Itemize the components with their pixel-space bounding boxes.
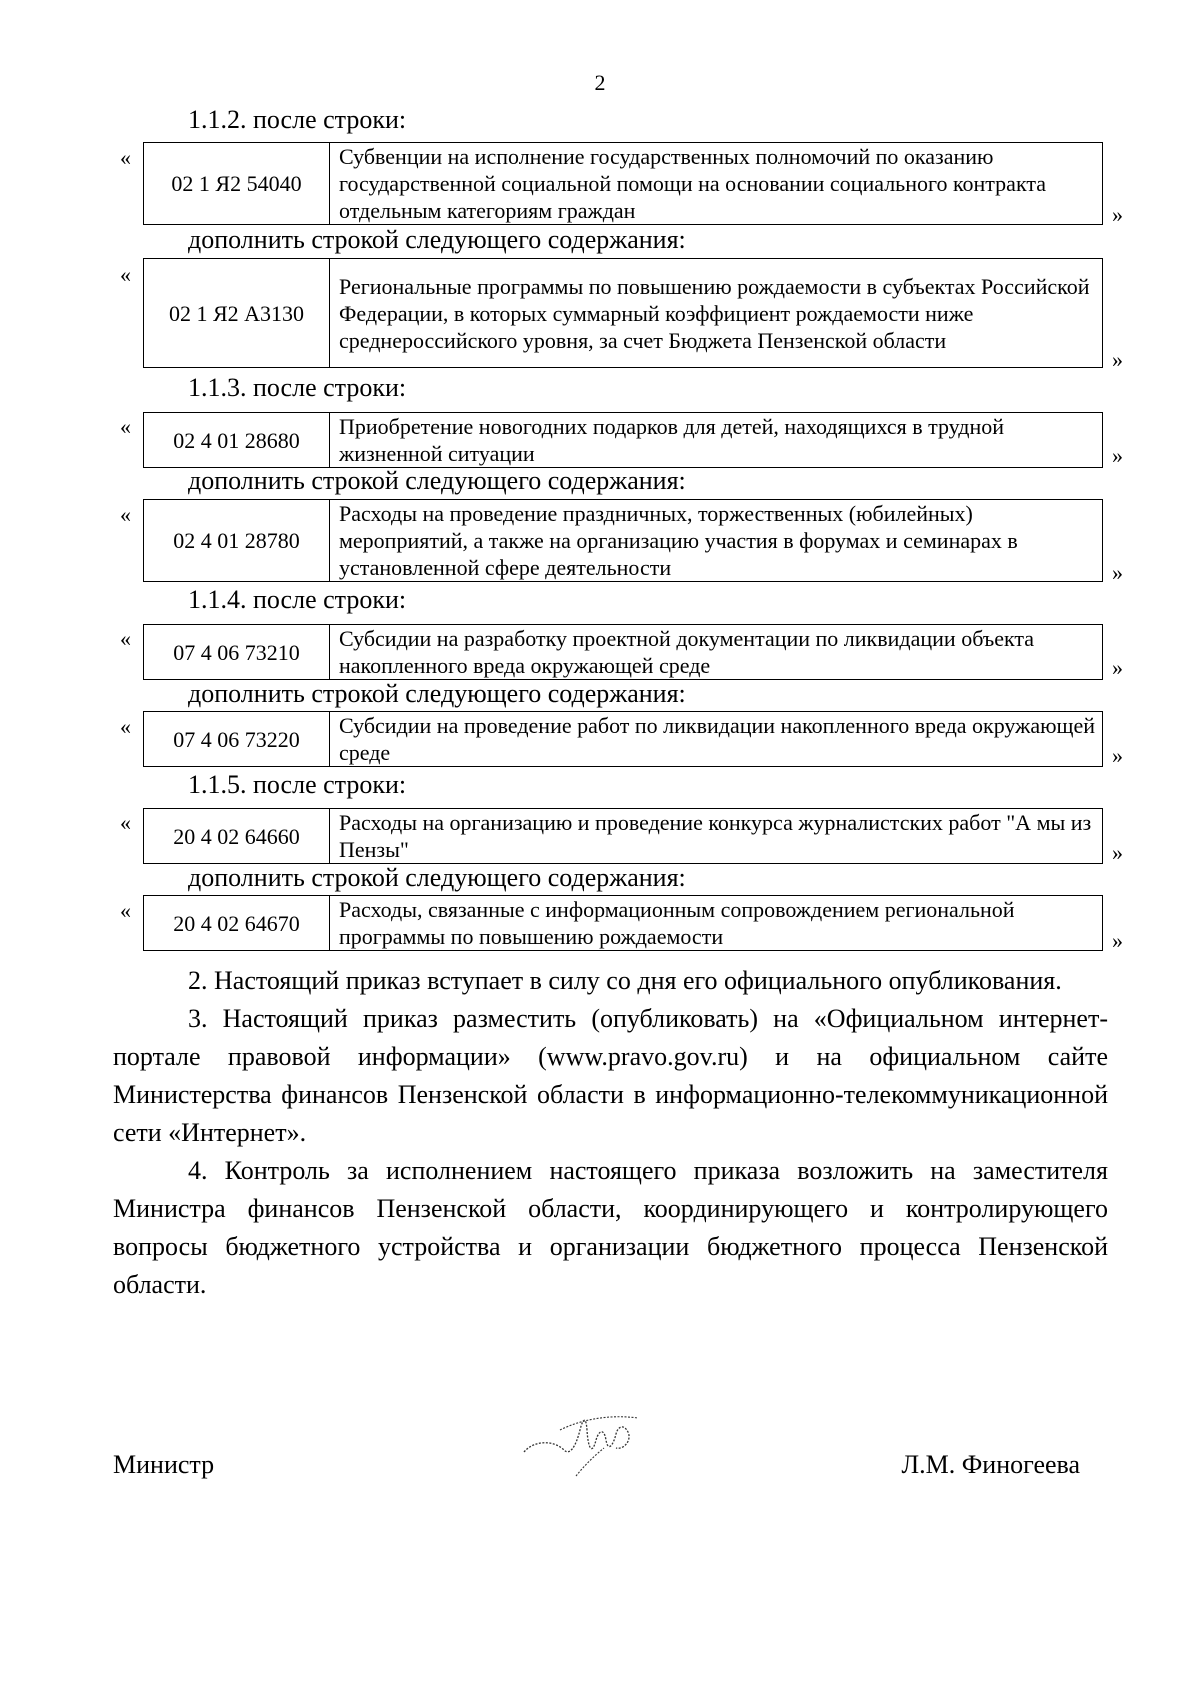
after-row-1 (143, 142, 1103, 225)
add-label-4: дополнить строкой следующего содержания: (188, 863, 686, 892)
row-code: 02 1 Я2 54040 (144, 143, 330, 225)
add-label-1: дополнить строкой следующего содержания: (188, 225, 686, 254)
close-quote: » (1112, 347, 1123, 372)
close-quote: » (1112, 928, 1123, 953)
add-row-4 (143, 895, 1103, 951)
after-label-4: 1.1.5. после строки: (188, 770, 407, 799)
row-description: Субсидии на проведение работ по ликвидации накопленного вреда окружающей среде (330, 712, 1103, 767)
close-quote: » (1112, 560, 1123, 585)
row-description: Расходы на организацию и проведение конкурса журналистских работ "А мы из Пензы" (330, 809, 1103, 864)
after-row-3 (143, 624, 1103, 680)
row-code: 02 4 01 28780 (144, 500, 330, 582)
add-label-3: дополнить строкой следующего содержания: (188, 679, 686, 708)
close-quote: » (1112, 443, 1123, 468)
paragraph-publication: 3. Настоящий приказ разместить (опубликовать) на «Официальном интернет-портале правовой информации» (www.pravo.gov.ru) и на официальном сайте Министерства финансов Пензенской области в информационно-телекоммуникационной сети «Интернет». (113, 1004, 1108, 1147)
open-quote: « (120, 145, 131, 170)
paragraph-effective-date: 2. Настоящий приказ вступает в силу со дня его официального опубликования. (188, 966, 1062, 995)
row-description: Расходы, связанные с информационным сопровождением региональной программы по повышению рождаемости (330, 896, 1103, 951)
row-description: Субсидии на разработку проектной документации по ликвидации объекта накопленного вреда окружающей среде (330, 625, 1103, 680)
row-description: Приобретение новогодних подарков для детей, находящихся в трудной жизненной ситуации (330, 413, 1103, 468)
after-row-4 (143, 808, 1103, 864)
row-code: 20 4 02 64670 (144, 896, 330, 951)
after-row-2 (143, 412, 1103, 468)
open-quote: « (120, 810, 131, 835)
row-description: Расходы на проведение праздничных, торжественных (юбилейных) мероприятий, а также на организацию участия в форумах и семинарах в установленной сфере деятельности (330, 500, 1103, 582)
row-code: 02 4 01 28680 (144, 413, 330, 468)
row-code: 20 4 02 64660 (144, 809, 330, 864)
page-number: 2 (594, 70, 606, 95)
open-quote: « (120, 502, 131, 527)
close-quote: » (1112, 840, 1123, 865)
row-description: Субвенции на исполнение государственных полномочий по оказанию государственной социальной помощи на основании социального контракта отдельным категориям граждан (330, 143, 1103, 225)
add-row-1 (143, 258, 1103, 368)
row-description: Региональные программы по повышению рождаемости в субъектах Российской Федерации, в которых суммарный коэффициент рождаемости ниже среднероссийского уровня, за счет Бюджета Пензенской области (330, 259, 1103, 368)
close-quote: » (1112, 202, 1123, 227)
close-quote: » (1112, 655, 1123, 680)
open-quote: « (120, 626, 131, 651)
row-code: 07 4 06 73210 (144, 625, 330, 680)
closing-paragraphs (113, 962, 1108, 1304)
open-quote: « (120, 898, 131, 923)
open-quote: « (120, 714, 131, 739)
add-row-2 (143, 499, 1103, 582)
row-code: 07 4 06 73220 (144, 712, 330, 767)
open-quote: « (120, 414, 131, 439)
paragraph-control: 4. Контроль за исполнением настоящего приказа возложить на заместителя Министра финансов Пензенской области, координирующего и контролирующего вопросы бюджетного устройства и организации бюджетного процесса Пензенской области. (113, 1156, 1108, 1299)
close-quote: » (1112, 743, 1123, 768)
add-row-3 (143, 711, 1103, 767)
after-label-3: 1.1.4. после строки: (188, 585, 407, 614)
add-label-2: дополнить строкой следующего содержания: (188, 466, 686, 495)
open-quote: « (120, 262, 131, 287)
signatory-position: Министр (113, 1450, 215, 1479)
after-label-1: 1.1.2. после строки: (188, 105, 407, 134)
handwritten-signature-icon (520, 1400, 645, 1480)
after-label-2: 1.1.3. после строки: (188, 373, 407, 402)
signatory-name: Л.М. Финогеева (901, 1450, 1080, 1479)
row-code: 02 1 Я2 А3130 (144, 259, 330, 368)
